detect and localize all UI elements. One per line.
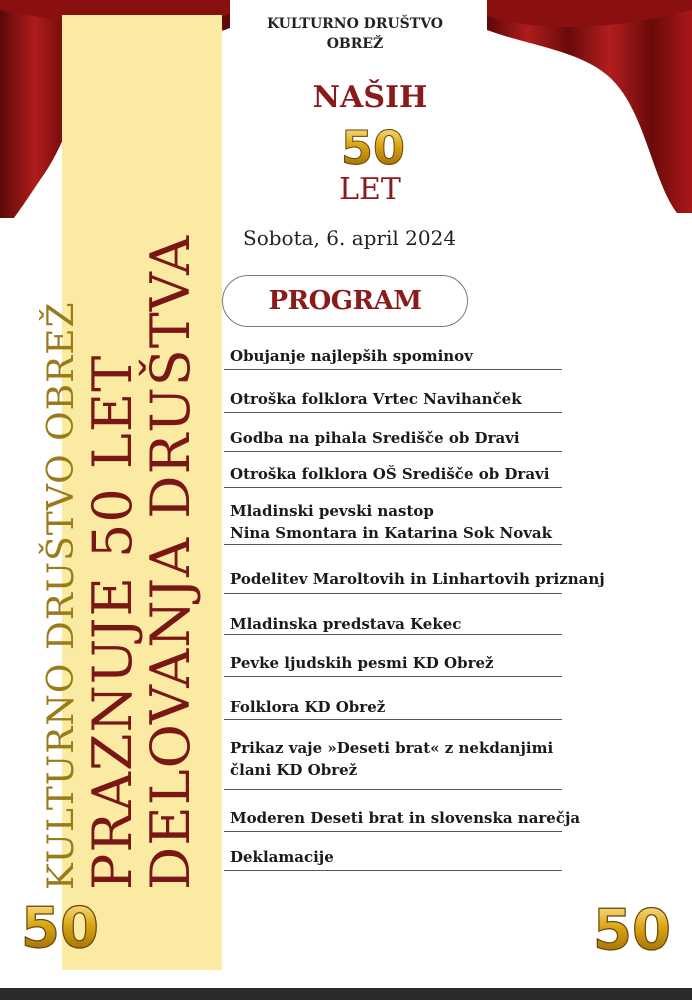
organization-name: [255, 14, 455, 54]
vertical-heading-line1: KULTURNO DRUŠTVO OBREŽ: [41, 301, 82, 890]
program-item-text: Otroška folklora OŠ Središče ob Dravi: [230, 465, 550, 483]
organization-name-line1: KULTURNO DRUŠTVO: [266, 16, 444, 32]
program-item-text: Godba na pihala Središče ob Dravi: [230, 429, 520, 447]
program-divider: [224, 634, 562, 635]
program-divider: [224, 544, 562, 545]
program-item-text: Obujanje najlepših spominov: [230, 347, 473, 365]
event-date: Sobota, 6. april 2024: [243, 226, 457, 250]
program-item-text: člani KD Obrež: [230, 761, 358, 779]
program-item: [230, 652, 494, 674]
vertical-heading: [40, 30, 240, 890]
program-item: [230, 737, 553, 781]
gold-50-corner-right-icon: [592, 895, 672, 957]
program-item-text: Pevke ljudskih pesmi KD Obrež: [230, 654, 494, 672]
program-item: [230, 568, 605, 590]
program-divider: [224, 789, 562, 790]
program-item-text: Mladinski pevski nastop: [230, 502, 434, 520]
program-divider: [224, 719, 562, 720]
program-item-text: Otroška folklora Vrtec Navihanček: [230, 390, 522, 408]
vertical-heading-line3: DELOVANJA DRUŠTVA: [139, 234, 202, 890]
gold-50-emblem-text: 50: [340, 121, 406, 174]
program-item: [230, 463, 549, 485]
gold-50-corner-left-text: 50: [21, 896, 99, 955]
program-item: [230, 846, 334, 868]
bottom-bar: [0, 988, 692, 1000]
program-item: [230, 388, 522, 410]
program-item: [230, 613, 461, 635]
program-item: [230, 696, 385, 718]
program-divider: [224, 487, 562, 488]
gold-50-corner-left-icon: [20, 893, 100, 955]
program-divider: [224, 451, 562, 452]
program-divider: [224, 831, 562, 832]
program-item-text: Mladinska predstava Kekec: [230, 615, 462, 633]
program-divider: [224, 412, 562, 413]
program-item-text: Folklora KD Obrež: [230, 698, 386, 716]
program-item: [230, 807, 580, 829]
program-item-text: Moderen Deseti brat in slovenska narečja: [230, 809, 581, 827]
program-title: PROGRAM: [222, 275, 468, 327]
program-divider: [224, 593, 562, 594]
program-item: [230, 427, 520, 449]
program-item-text: Prikaz vaje »Deseti brat« z nekdanjimi: [230, 739, 554, 757]
program-item: [230, 345, 473, 367]
program-item: [230, 500, 552, 544]
program-item-text: Deklamacije: [230, 848, 334, 866]
let-heading: LET: [339, 172, 401, 207]
program-item-text: Nina Smontara in Katarina Sok Novak: [230, 524, 553, 542]
gold-50-corner-right-text: 50: [593, 898, 671, 957]
program-divider: [224, 369, 562, 370]
program-item-text: Podelitev Maroltovih in Linhartovih priznanj: [230, 570, 605, 588]
gold-50-emblem: [338, 118, 408, 174]
program-divider: [224, 870, 562, 871]
program-divider: [224, 676, 562, 677]
vertical-heading-line2: PRAZNUJE 50 LET: [81, 354, 144, 890]
nasih-heading: NAŠIH: [312, 80, 428, 115]
organization-name-line2: OBREŽ: [326, 36, 384, 52]
curtain-right-image: [487, 0, 692, 215]
